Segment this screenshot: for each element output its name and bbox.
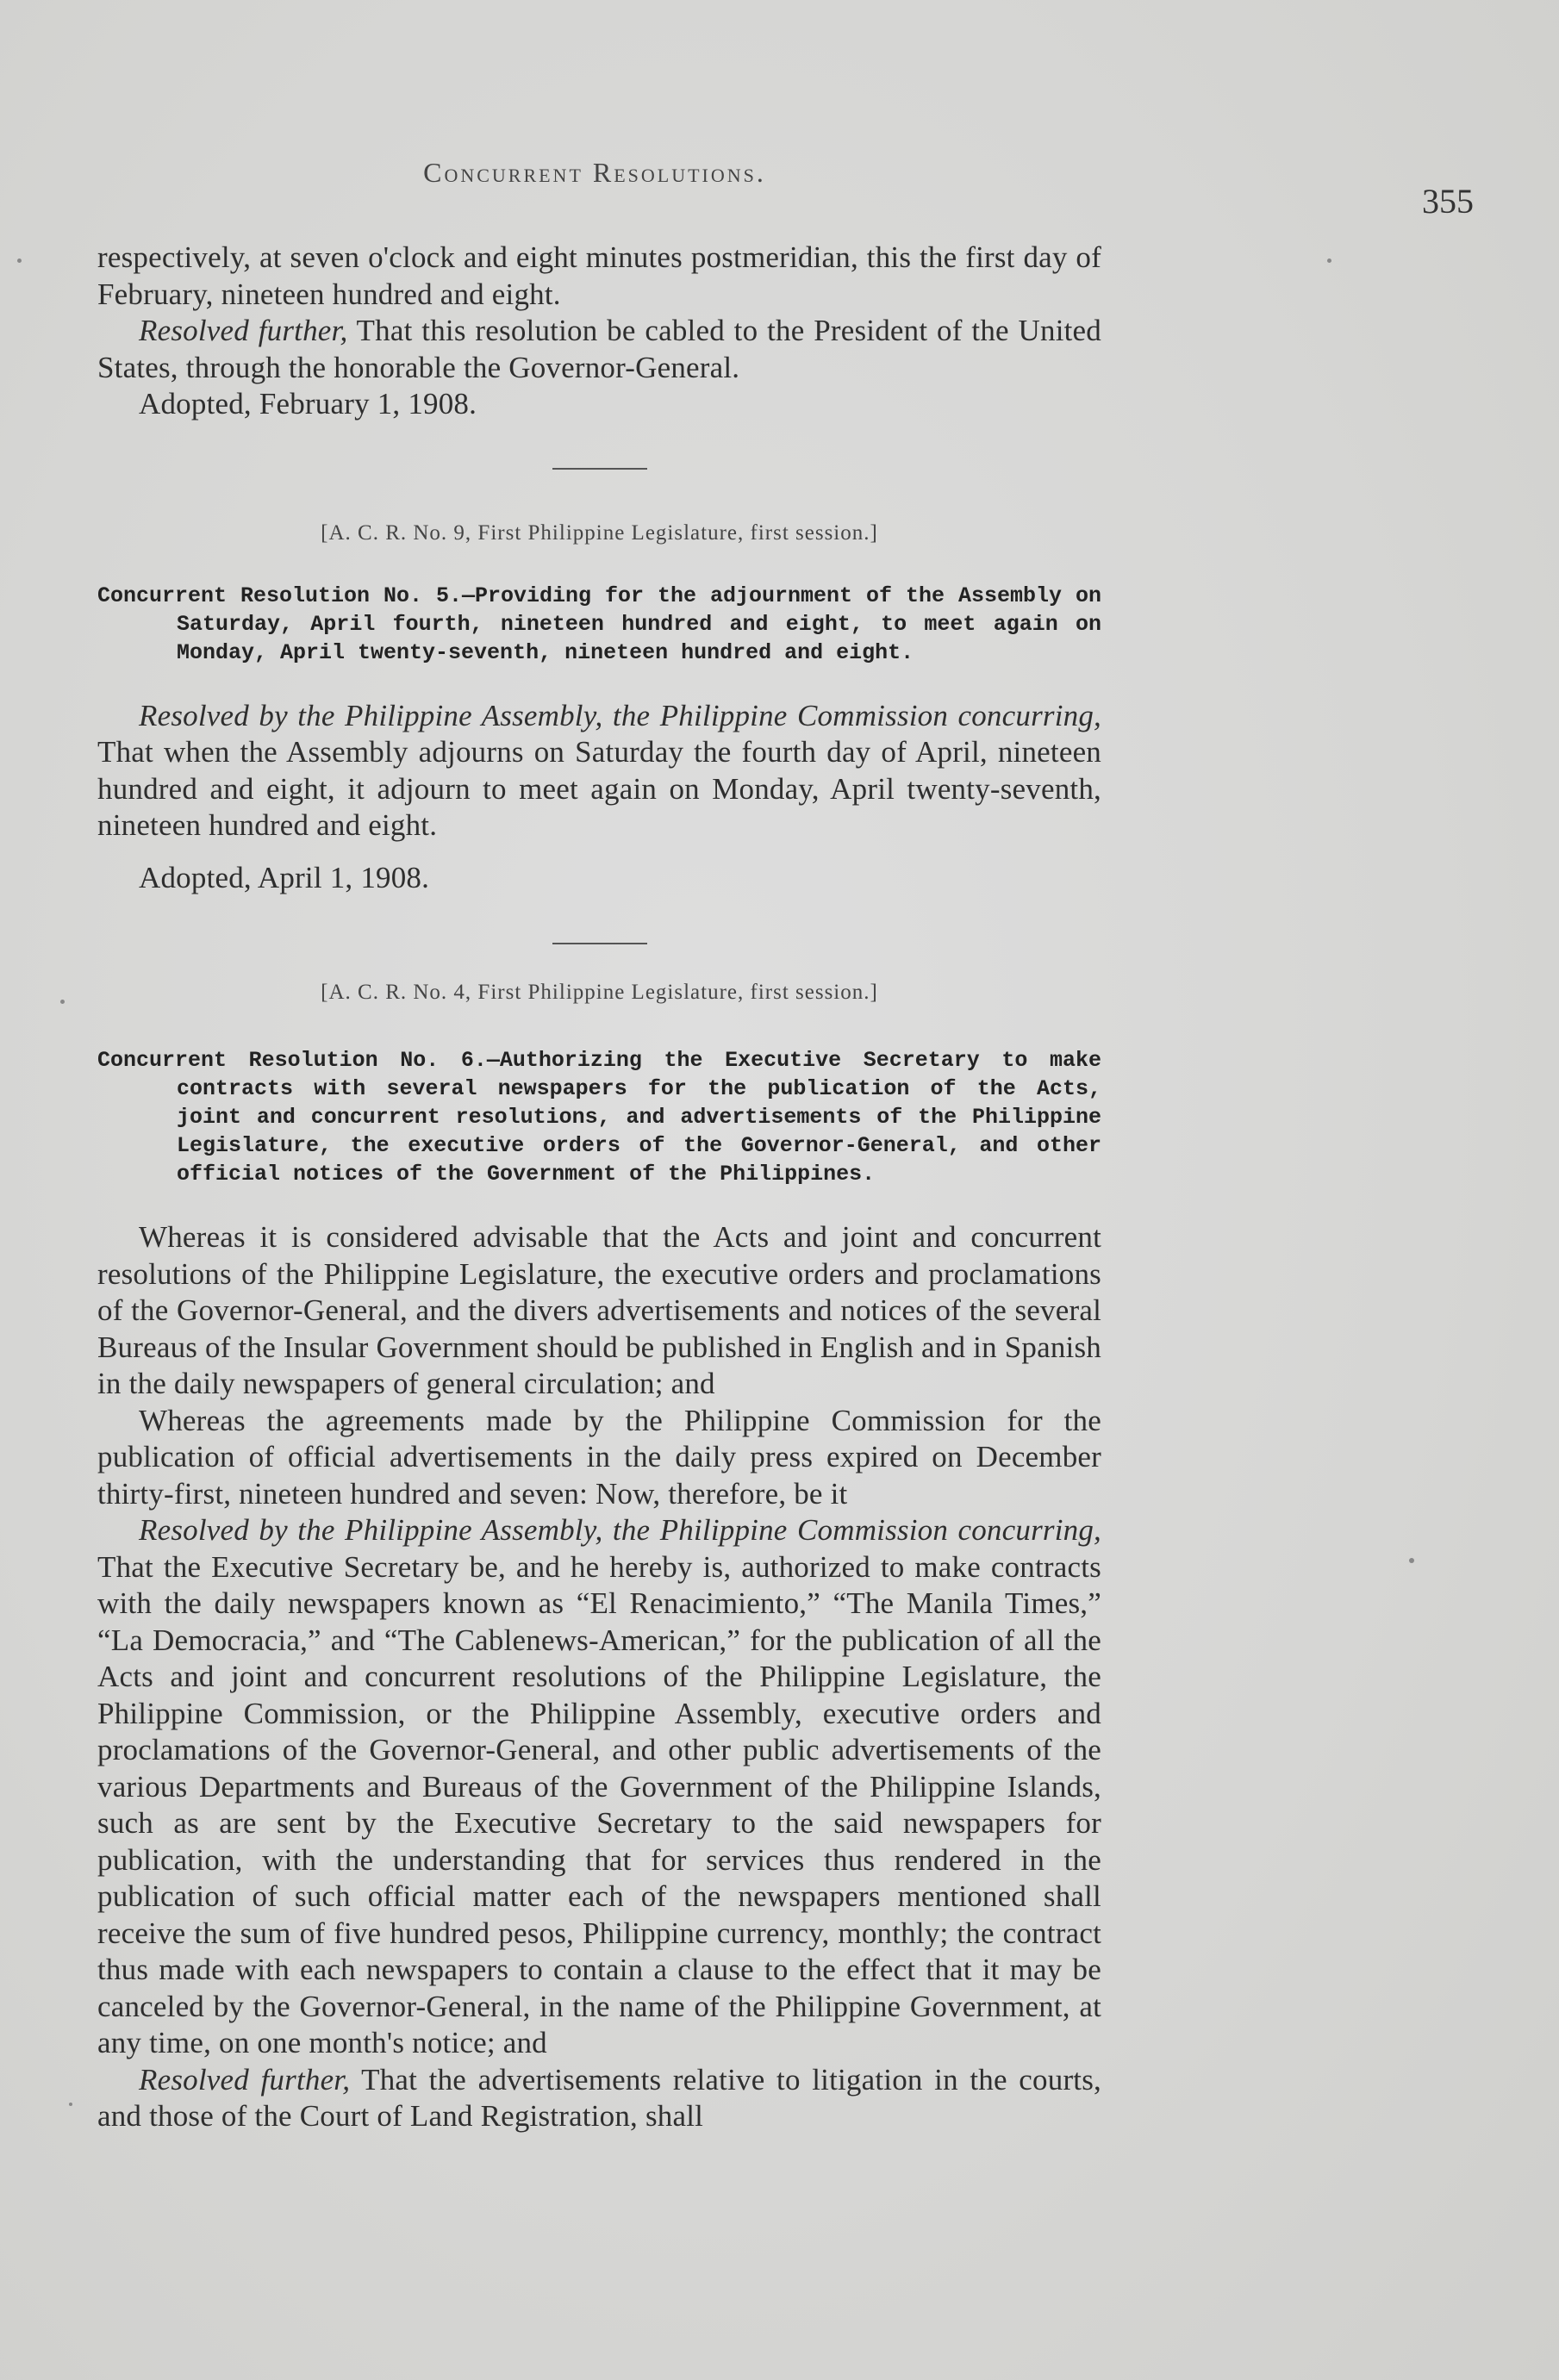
resolution-enacting-clause: Resolved by the Philippine Assembly, the Philippine Commission concurring, xyxy=(139,698,1101,732)
page-number: 355 xyxy=(1422,182,1474,221)
resolved-further-lead: Resolved further, xyxy=(139,314,348,347)
resolution-text: That when the Assembly adjourns on Saturday the fourth day of April, nineteen hundred and eight, it adjourn to meet again on Monday, April twenty-seventh, nineteen hundred and eight. xyxy=(97,735,1101,842)
resolved-further-paragraph xyxy=(97,2062,1101,2135)
source-note: [A. C. R. No. 4, First Philippine Legislature, first session.] xyxy=(321,981,878,1004)
paper-speck xyxy=(69,2103,72,2106)
resolved-further-text: That this resolution be cabled to the President of the United States, through the honorable the Governor-General. xyxy=(97,314,1101,384)
whereas-paragraph: Whereas it is considered advisable that the Acts and joint and concurrent resolutions of the Philippine Legislature, the executive orders and proclamations of the Governor-General, and the divers advertisements and notices of the several Bureaus of the Insular Government should be published in English and in Spanish in the daily newspapers of general circulation; and xyxy=(97,1220,1101,1400)
resolution-text: That the Executive Secretary be, and he hereby is, authorized to make contracts with the daily newspapers known as “El Renacimiento,” “The Manila Times,” “La Democracia,” and “The Cablenews-American,” for the publication of all the Acts and joint and concurrent resolutions of the Philippine Legislature, the Philippine Commission, or the Philippine Assembly, executive orders and proclamations of the Governor-General, and other public advertisements of the various Departments and Bureaus of the Government of the Philippine Islands, such as are sent by the Executive Secretary to the said newspapers for publication, with the understanding that for services thus rendered in the publication of such official matter each of the newspapers mentioned shall receive the sum of five hundred pesos, Philippine currency, monthly; the contract thus made with each newspapers to contain a clause to the effect that it may be canceled by the Governor-General, in the name of the Philippine Government, at any time, on one month's notice; and xyxy=(97,1549,1101,2059)
resolution-body xyxy=(97,698,1101,844)
paper-speck xyxy=(1409,1558,1414,1563)
resolution-heading: Concurrent Resolution No. 6.—Authorizing the Executive Secretary to make contracts with several newspapers for the publication of the Acts, joint and concurrent resolutions, and advertisements of the Philippine Legislature, the executive orders of the Governor-General, and other official notices of the Government of the Philippines. xyxy=(97,1048,1101,1187)
paper-speck xyxy=(17,259,22,263)
source-note: [A. C. R. No. 9, First Philippine Legislature, first session.] xyxy=(321,520,878,545)
resolution-enacting-clause: Resolved by the Philippine Assembly, the Philippine Commission concurring, xyxy=(139,1513,1101,1547)
paper-speck xyxy=(60,1000,65,1004)
continuation-paragraph: respectively, at seven o'clock and eight minutes postmeridian, this the first day of February, nineteen hundred and eight. xyxy=(97,240,1101,311)
adoption-date: Adopted, February 1, 1908. xyxy=(139,387,477,421)
resolved-further-lead: Resolved further, xyxy=(139,2062,351,2097)
resolution-heading: Concurrent Resolution No. 5.—Providing for the adjournment of the Assembly on Saturday, April fourth, nineteen hundred and eight, to meet again on Monday, April twenty-seventh, nineteen hundred and eight. xyxy=(97,583,1101,665)
resolved-further-paragraph xyxy=(97,313,1101,386)
resolved-further-text: That the advertisements relative to litigation in the courts, and those of the Court of Land Registration, shall xyxy=(97,2062,1101,2133)
adoption-date: Adopted, April 1, 1908. xyxy=(139,860,430,894)
running-head: Concurrent Resolutions. xyxy=(423,157,766,188)
text-column xyxy=(97,240,1101,2135)
resolution-body xyxy=(97,1512,1101,2062)
whereas-paragraph: Whereas the agreements made by the Philippine Commission for the publication of official advertisements in the daily press expired on December thirty-first, nineteen hundred and seven: Now, therefore, be it xyxy=(97,1403,1101,1511)
paper-speck xyxy=(1327,259,1331,263)
